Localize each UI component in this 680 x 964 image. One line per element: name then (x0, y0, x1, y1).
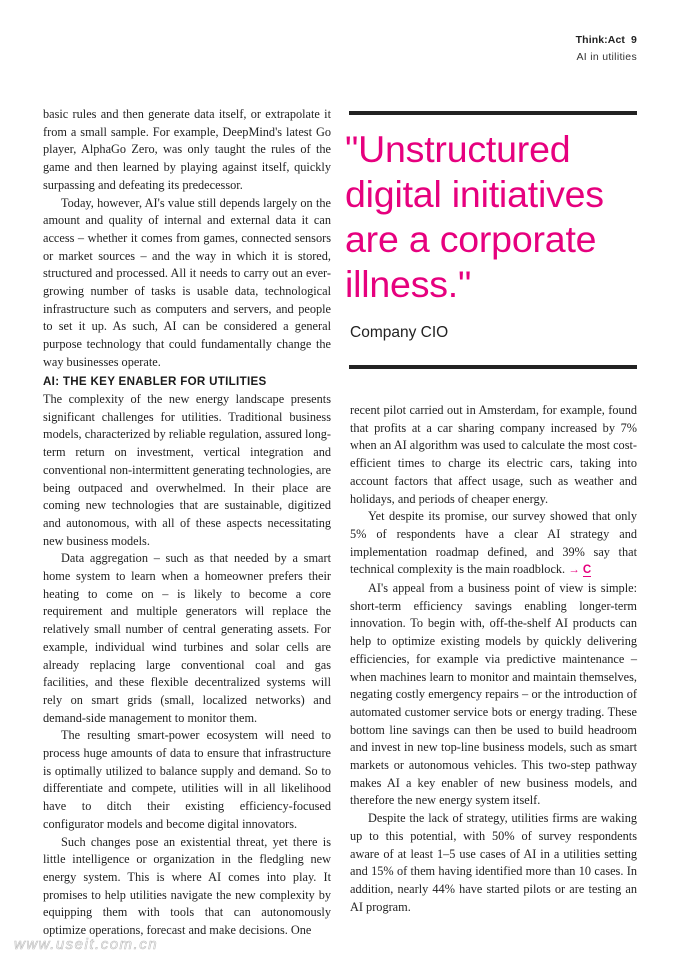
left-column-bottom (43, 373, 331, 940)
publication-name: Think:Act (575, 34, 625, 46)
paragraph: The complexity of the new energy landscape presents significant challenges for utilities. Traditional business models, characterized by reliable regulation, assured long-term return on investment, vertical integration and conventional non-intermittent generating technologies, are being outpaced and overwhelmed. In their place are coming new technologies that are sustainable, digitized and autonomous, with all of these aspects necessitating new business models. (43, 392, 331, 548)
pull-quote-top-rule (349, 111, 637, 115)
paragraph-text: Yet despite its promise, our survey showed that only 5% of respondents have a clear AI strategy and implementation roadmap defined, and 39% say that technical complexity is the main roadblock. (350, 509, 637, 577)
reference-letter: C (582, 564, 592, 577)
left-column-top (43, 106, 331, 372)
right-column-bottom (350, 402, 637, 916)
paragraph: AI's appeal from a business point of view is simple: short-term efficiency savings enabling longer-term innovation. To begin with, off-the-shelf AI products can help to optimize existing models by quickly delivering efficiencies, for example via predictive maintenance – when machines learn to monitor and maintain themselves, negating costly emergency repairs – or the introduction of automated customer service bots or energy trading. These bottom line savings can then be used to build headroom and invest in new top-line business models, such as smart markets or autonomous vehicles. This two-step pathway makes AI a key enabler of new business models, and therefore the new energy system itself. (350, 581, 637, 808)
paragraph-with-reference (350, 508, 637, 580)
section-heading: AI: THE KEY ENABLER FOR UTILITIES (43, 375, 267, 388)
exhibit-c-reference-link[interactable] (568, 564, 591, 577)
paragraph: Data aggregation – such as that needed by a smart home system to learn when a homeowner prefers their heating to come on – is likely to become a core requirement and multiple generators will replace the relatively small number of central generating assets. For example, individual wind turbines and solar cells are already replacing large conventional coal and gas facilities, and these flexible decentralized systems will rely on smart grids (small, localized networks) and demand-side management to monitor them. (43, 551, 331, 725)
site-watermark: www.useit.com.cn (14, 936, 159, 953)
pull-quote-attribution: Company CIO (350, 324, 449, 341)
paragraph: Today, however, AI's value still depends largely on the amount and quality of internal and external data it can access – whether it comes from games, connected sensors or market sources – and the way in which it is stored, structured and processed. All it needs to carry out an ever-growing number of tasks is usable data, technological infrastructure such as computers and servers, and people to set it up. As such, AI can be considered a general purpose technology that could fundamentally change the way businesses operate. (43, 195, 331, 369)
pull-quote-bottom-rule (349, 365, 637, 369)
header-section: AI in utilities (576, 51, 637, 63)
paragraph: recent pilot carried out in Amsterdam, for example, found that profits at a car sharing company increased by 7% when an AI algorithm was used to calculate the most cost-efficient times to charge its electric cars, taking into account factors that affect usage, such as weather and holidays, and periods of cheaper energy. (350, 403, 637, 506)
paragraph: Such changes pose an existential threat, yet there is little intelligence or organization in the fledgling new energy system. This is where AI comes into play. It promises to help utilities navigate the new complexity by equipping them with tools that can autonomously optimize operations, forecast and make decisions. One (43, 834, 331, 938)
header-publication-line (576, 34, 637, 46)
page-number: 9 (631, 34, 637, 46)
running-header (576, 34, 637, 63)
paragraph: The resulting smart-power ecosystem will need to process huge amounts of data to ensure that infrastructure is optimally utilized to balance supply and demand. So to differentiate and compete, utilities will in all likelihood have to ditch their existing efficiency-focused configurator models and become digital innovators. (43, 728, 331, 831)
arrow-right-icon: → (568, 564, 580, 577)
paragraph: Despite the lack of strategy, utilities firms are waking up to this potential, with 50% of survey respondents aware of at least 1–5 use cases of AI in a utilities setting and 15% of them having identified more than 10 cases. In addition, nearly 44% have started pilots or are testing an AI program. (350, 811, 637, 914)
pull-quote-text: "Unstructured digital initiatives are a corporate illness." (345, 128, 604, 305)
paragraph: basic rules and then generate data itself, or extrapolate it from a small sample. For example, DeepMind's latest Go player, AlphaGo Zero, was only taught the rules of the game and then learned by playing against itself, quickly surpassing and defeating its predecessor. (43, 107, 331, 192)
